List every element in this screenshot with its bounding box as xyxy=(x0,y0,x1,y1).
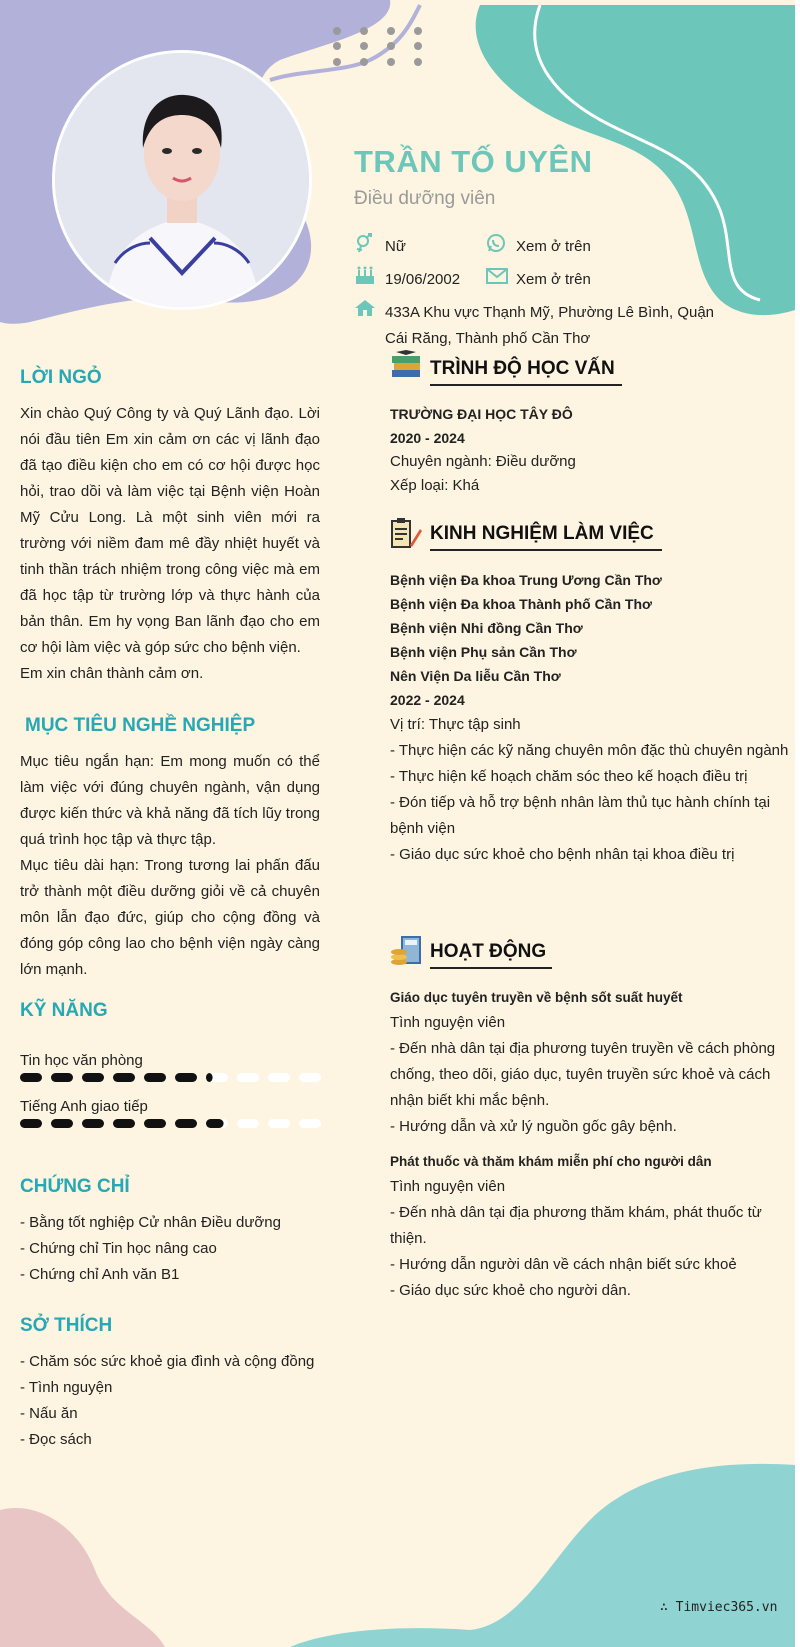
skill-segment-filled xyxy=(113,1119,135,1128)
education-block xyxy=(390,402,790,498)
activity-name: Giáo dục tuyên truyền về bệnh sốt suất huyết xyxy=(390,990,683,1005)
activity-role: Tình nguyện viên xyxy=(390,1178,506,1195)
hobbies-title: SỞ THÍCH xyxy=(20,1315,113,1336)
list-item: - Tình nguyện xyxy=(20,1379,113,1396)
avatar xyxy=(55,53,309,307)
workplace: Bệnh viện Phụ sản Cần Thơ xyxy=(390,644,577,660)
intro-closing: Em xin chân thành cảm ơn. xyxy=(20,665,204,682)
activity-detail: - Đến nhà dân tại địa phương tuyên truyền về cách phòng chống, theo dõi, giáo dục, tuyên truyền sức khoẻ và cách nhận biết khi mắc bệnh. xyxy=(390,1040,776,1109)
skill-label: Tiếng Anh giao tiếp xyxy=(20,1098,148,1115)
objective-long-term: Mục tiêu dài hạn: Trong tương lai phấn đấu trở thành một điều dưỡng giỏi về cả chuyên môn lẫn đạo đức, giúp cho cộng đồng và đóng góp công lao cho bệnh viện ngày càng lớn mạnh. xyxy=(20,857,320,978)
whatsapp-icon xyxy=(486,233,506,258)
education-major: Chuyên ngành: Điều dưỡng xyxy=(390,453,576,470)
skill-segment-empty xyxy=(237,1073,259,1082)
hobbies-list xyxy=(20,1349,314,1453)
bottom-teal-blob xyxy=(290,1464,795,1647)
duty-item: - Thực hiện kế hoạch chăm sóc theo kế hoạch điều trị xyxy=(390,768,748,785)
intro-text: Xin chào Quý Công ty và Quý Lãnh đạo. Lời nói đầu tiên Em xin cảm ơn các vị lãnh đạo đã tạo điều kiện cho em có cơ hội được học hỏi, trao dồi và làm việc tại Bệnh viện Hoàn Mỹ Cửu Long. Là một sinh viên mới ra trường với niềm đam mê đầy nhiệt huyết và tinh thần trách nhiệm trong công việc mà em đã học tập từ trường lớp và thực hành của bản thân. Em hy vọng Ban lãnh đạo cho em cơ hội làm việc và góp sức cho bệnh viện. xyxy=(20,405,320,656)
workplace: Nên Viện Da liễu Cần Thơ xyxy=(390,668,561,684)
workplace: Bệnh viện Đa khoa Thành phố Cần Thơ xyxy=(390,596,652,612)
skill-segment-filled xyxy=(20,1073,42,1082)
objective-title: MỤC TIÊU NGHỀ NGHIỆP xyxy=(25,715,256,736)
list-item: - Chăm sóc sức khoẻ gia đình và cộng đồng xyxy=(20,1353,315,1370)
school-name: TRƯỜNG ĐẠI HỌC TÂY ĐÔ xyxy=(390,406,573,422)
intro-title: LỜI NGỎ xyxy=(20,367,102,388)
skill-segment-empty xyxy=(268,1073,290,1082)
job-title: Điều dưỡng viên xyxy=(354,188,496,209)
skill-segment-filled xyxy=(206,1073,213,1082)
skill-segment-filled xyxy=(51,1073,73,1082)
duty-item: - Đón tiếp và hỗ trợ bệnh nhân làm thủ tục hành chính tại bệnh viện xyxy=(390,794,771,837)
birthday-value: 19/06/2002 xyxy=(385,271,461,288)
workplace: Bệnh viện Đa khoa Trung Ương Cần Thơ xyxy=(390,572,662,588)
gender-icon xyxy=(354,233,374,258)
skill-segment-filled xyxy=(144,1119,166,1128)
activities-title: HOẠT ĐỘNG xyxy=(430,941,552,969)
profile-photo xyxy=(52,50,312,310)
skills-title: KỸ NĂNG xyxy=(20,1000,108,1021)
candidate-name: TRẦN TỐ UYÊN xyxy=(354,144,593,179)
education-title: TRÌNH ĐỘ HỌC VẤN xyxy=(430,358,622,386)
duty-item: - Thực hiện các kỹ năng chuyên môn đặc thù chuyên ngành xyxy=(390,742,789,759)
gender-value: Nữ xyxy=(385,238,406,255)
experience-period: 2022 - 2024 xyxy=(390,692,465,708)
skill-bar xyxy=(18,1116,324,1132)
certificates-list xyxy=(20,1210,281,1288)
list-item: - Bằng tốt nghiệp Cử nhân Điều dưỡng xyxy=(20,1214,281,1231)
activity-item xyxy=(390,1150,790,1304)
skill-segment-empty xyxy=(268,1119,290,1128)
skill-segment-filled xyxy=(175,1119,197,1128)
address-line1: 433A Khu vực Thạnh Mỹ, Phường Lê Bình, Quận xyxy=(385,304,715,321)
skill-segment-filled xyxy=(82,1119,104,1128)
workplace: Bệnh viện Nhi đồng Cần Thơ xyxy=(390,620,583,636)
list-item: - Chứng chỉ Tin học nâng cao xyxy=(20,1240,217,1257)
skill-bar xyxy=(18,1070,324,1086)
certificates-title: CHỨNG CHỈ xyxy=(20,1176,130,1197)
intro-body xyxy=(20,401,320,687)
skill-segment-empty xyxy=(299,1119,321,1128)
phone-value[interactable]: Xem ở trên xyxy=(516,238,591,255)
skill-segment-filled xyxy=(82,1073,104,1082)
skill-segment-filled xyxy=(206,1119,224,1128)
education-period: 2020 - 2024 xyxy=(390,430,465,446)
experience-block xyxy=(390,568,790,868)
email-value[interactable]: Xem ở trên xyxy=(516,271,591,288)
experience-position: Vị trí: Thực tập sinh xyxy=(390,716,521,733)
email-icon xyxy=(486,268,508,289)
objective-body xyxy=(20,749,320,983)
education-rank: Xếp loại: Khá xyxy=(390,477,480,494)
duty-item: - Giáo dục sức khoẻ cho bệnh nhân tại khoa điều trị xyxy=(390,846,735,863)
skill-segment-filled xyxy=(113,1073,135,1082)
activity-detail: - Hướng dẫn người dân về cách nhận biết sức khoẻ xyxy=(390,1256,737,1273)
list-item: - Chứng chỉ Anh văn B1 xyxy=(20,1266,180,1283)
activity-item xyxy=(390,986,790,1140)
list-item: - Nấu ăn xyxy=(20,1405,78,1422)
experience-title: KINH NGHIỆM LÀM VIỆC xyxy=(430,523,662,551)
home-icon xyxy=(354,299,376,322)
footer-brand[interactable]: ∴ Timviec365.vn xyxy=(660,1600,778,1615)
coins-calculator-icon xyxy=(390,935,422,972)
skill-label: Tin học văn phòng xyxy=(20,1052,143,1069)
pink-blob xyxy=(0,1508,165,1647)
skill-segment-filled xyxy=(20,1119,42,1128)
objective-short-term: Mục tiêu ngắn hạn: Em mong muốn có thể làm việc với đúng chuyên ngành, vận dụng được kiến thức và khả năng đã tích lũy trong quá trình học tập và thực tập. xyxy=(20,753,320,848)
skill-segment-filled xyxy=(51,1119,73,1128)
skill-segment-filled xyxy=(144,1073,166,1082)
activity-detail: - Đến nhà dân tại địa phương thăm khám, phát thuốc từ thiện. xyxy=(390,1204,762,1247)
skill-segment-empty xyxy=(299,1073,321,1082)
skill-segment-filled xyxy=(175,1073,197,1082)
address-line2: Cái Răng, Thành phố Cần Thơ xyxy=(385,330,591,347)
activity-name: Phát thuốc và thăm khám miễn phí cho người dân xyxy=(390,1154,712,1169)
clipboard-icon xyxy=(390,517,422,554)
birthday-cake-icon xyxy=(354,266,376,291)
skill-segment-empty xyxy=(237,1119,259,1128)
activity-role: Tình nguyện viên xyxy=(390,1014,506,1031)
activity-detail: - Giáo dục sức khoẻ cho người dân. xyxy=(390,1282,631,1299)
books-icon xyxy=(390,350,422,385)
list-item: - Đọc sách xyxy=(20,1431,92,1448)
right-edge-strip xyxy=(795,0,800,1647)
activity-detail: - Hướng dẫn và xử lý nguồn gốc gây bệnh. xyxy=(390,1118,677,1135)
